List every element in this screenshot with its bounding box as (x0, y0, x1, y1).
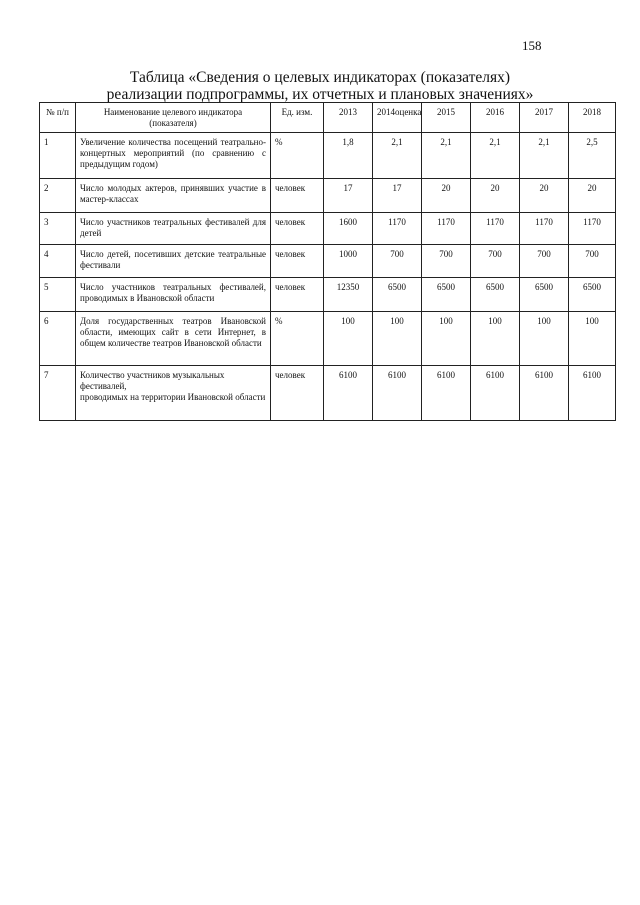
value-2015: 6500 (422, 278, 471, 312)
title-line-1: Таблица «Сведения о целевых индикаторах (показателях) (129, 69, 511, 86)
indicator-name: Число молодых актеров, принявших участие в мастер-классах (76, 179, 271, 213)
value-2015: 1170 (422, 213, 471, 245)
value-2013: 12350 (324, 278, 373, 312)
value-2015: 20 (422, 179, 471, 213)
value-2017: 100 (520, 312, 569, 366)
unit-cell: человек (271, 278, 324, 312)
unit-cell: человек (271, 179, 324, 213)
header-name: Наименование целевого индикатора (показателя) (76, 103, 271, 133)
indicator-name: Доля государственных театров Ивановской области, имеющих сайт в сети Интернет, в общем количестве театров Ивановской области (76, 312, 271, 366)
header-2016: 2016 (471, 103, 520, 133)
header-2014: 2014оценка (373, 103, 422, 133)
value-2018: 2,5 (569, 133, 616, 179)
page-number: 158 (522, 38, 542, 53)
value-2017: 2,1 (520, 133, 569, 179)
value-2013: 17 (324, 179, 373, 213)
value-2015: 700 (422, 245, 471, 278)
value-2016: 100 (471, 312, 520, 366)
unit-cell: % (271, 133, 324, 179)
row-number: 2 (40, 179, 76, 213)
value-2018: 20 (569, 179, 616, 213)
table-row (40, 278, 616, 312)
value-2013: 6100 (324, 366, 373, 421)
value-2016: 700 (471, 245, 520, 278)
table-row (40, 179, 616, 213)
value-2013: 1,8 (324, 133, 373, 179)
value-2014: 100 (373, 312, 422, 366)
header-num: № п/п (40, 103, 76, 133)
value-2014: 6500 (373, 278, 422, 312)
indicator-name: Число участников театральных фестивалей для детей (76, 213, 271, 245)
value-2013: 1000 (324, 245, 373, 278)
row-number: 4 (40, 245, 76, 278)
table-row (40, 213, 616, 245)
value-2017: 700 (520, 245, 569, 278)
header-2017: 2017 (520, 103, 569, 133)
value-2016: 1170 (471, 213, 520, 245)
value-2014: 6100 (373, 366, 422, 421)
value-2013: 1600 (324, 213, 373, 245)
value-2016: 6100 (471, 366, 520, 421)
value-2017: 6500 (520, 278, 569, 312)
table-header-row (40, 103, 616, 133)
page-title (60, 69, 580, 103)
table-row (40, 245, 616, 278)
row-number: 3 (40, 213, 76, 245)
value-2014: 700 (373, 245, 422, 278)
value-2014: 17 (373, 179, 422, 213)
indicator-name (76, 366, 271, 421)
indicator-name: Число детей, посетивших детские театральные фестивали (76, 245, 271, 278)
indicator-name: Число участников театральных фестивалей, проводимых в Ивановской области (76, 278, 271, 312)
value-2015: 6100 (422, 366, 471, 421)
value-2014: 2,1 (373, 133, 422, 179)
unit-cell: человек (271, 366, 324, 421)
indicator-name-line: проводимых на территории Ивановской области (80, 392, 266, 402)
value-2018: 100 (569, 312, 616, 366)
row-number: 1 (40, 133, 76, 179)
value-2016: 2,1 (471, 133, 520, 179)
indicator-name: Увеличение количества посещений театрально-концертных мероприятий (по сравнению с предыдущим годом) (76, 133, 271, 179)
header-2018: 2018 (569, 103, 616, 133)
value-2016: 6500 (471, 278, 520, 312)
value-2017: 20 (520, 179, 569, 213)
value-2016: 20 (471, 179, 520, 213)
header-unit: Ед. изм. (271, 103, 324, 133)
value-2015: 100 (422, 312, 471, 366)
value-2017: 6100 (520, 366, 569, 421)
table-row (40, 366, 616, 421)
indicator-name-line: Количество участников музыкальных (80, 370, 225, 380)
title-line-2: реализации подпрограммы, их отчетных и плановых значениях» (106, 86, 534, 103)
unit-cell: человек (271, 213, 324, 245)
value-2018: 1170 (569, 213, 616, 245)
value-2018: 700 (569, 245, 616, 278)
row-number: 6 (40, 312, 76, 366)
indicator-name-line: фестивалей, (80, 381, 127, 391)
value-2014: 1170 (373, 213, 422, 245)
header-2013: 2013 (324, 103, 373, 133)
table-row (40, 133, 616, 179)
row-number: 5 (40, 278, 76, 312)
indicators-table (39, 102, 616, 421)
value-2015: 2,1 (422, 133, 471, 179)
value-2013: 100 (324, 312, 373, 366)
value-2017: 1170 (520, 213, 569, 245)
value-2018: 6100 (569, 366, 616, 421)
table-row (40, 312, 616, 366)
header-2015: 2015 (422, 103, 471, 133)
unit-cell: человек (271, 245, 324, 278)
row-number: 7 (40, 366, 76, 421)
value-2018: 6500 (569, 278, 616, 312)
unit-cell: % (271, 312, 324, 366)
